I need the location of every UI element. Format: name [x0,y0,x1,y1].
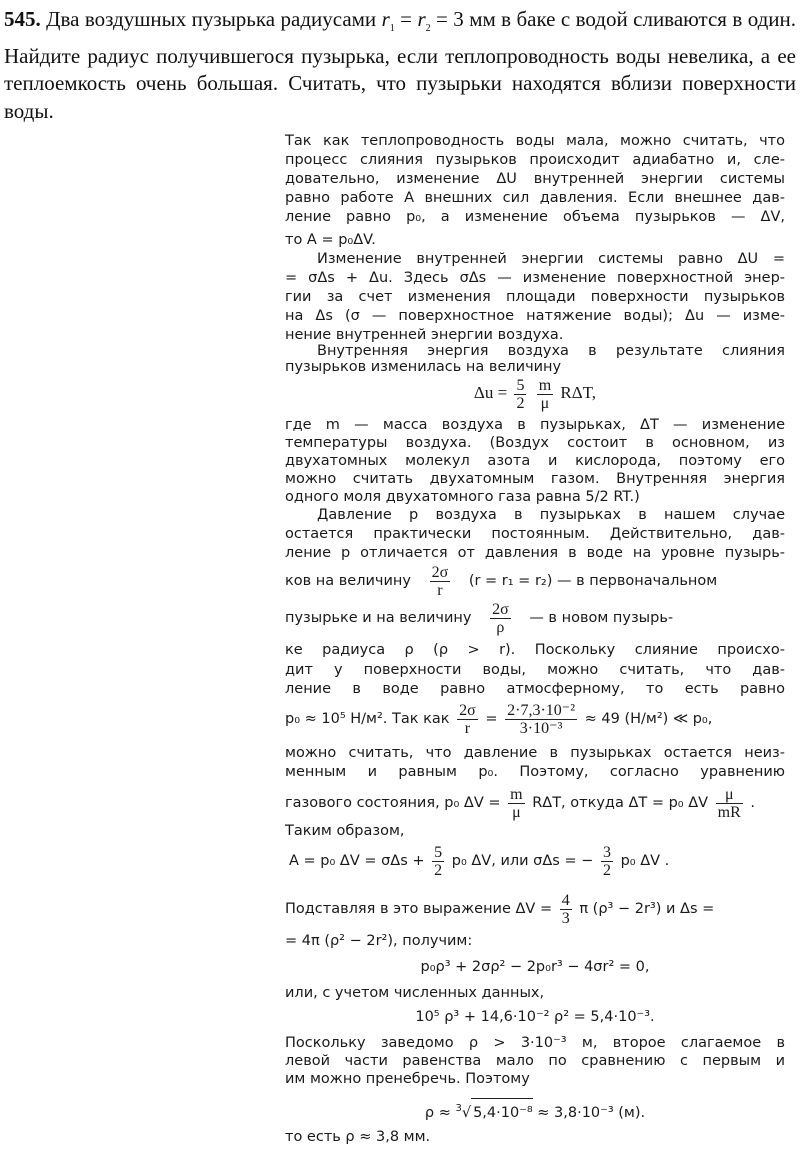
denominator: 2 [516,394,525,412]
root-index: 3 [455,1103,462,1114]
sol-line-frac [285,563,785,599]
formula-part: RΔT, [560,383,597,402]
sol-formula-root [285,1095,785,1127]
denominator: μ [512,803,521,821]
numerator: 5 [516,376,525,394]
text: p₀ ≈ 10⁵ Н/м². Так как [285,711,450,727]
sol-line: то есть ρ ≈ 3,8 мм. [285,1129,431,1145]
formula-delta-u [285,376,785,412]
sol-line: довательно, изменение ΔU внутренней энергии системы [285,171,785,187]
sol-formula: p₀ρ³ + 2σρ² − 2p₀r³ − 4σr² = 0, [420,959,650,975]
text: ≈ 3,8·10⁻³ (м). [537,1104,646,1121]
text: = [485,711,498,727]
denominator: μ [540,394,550,412]
sol-line: можно считать, что давление в пузырьках остается неиз- [285,745,785,761]
sol-line-frac [285,783,785,823]
problem-statement: 545. Два воздушных пузырька радиусами $r_1 = r_2 = 3$ мм в баке с водой сливаются в один. Найдите радиус получившегося пузырька, если теплопроводность воды невелика, а ее теплоемкость очень большая. Считать, что пузырьки находятся вблизи поверхности воды. [4,7,797,123]
sol-line: нение внутренней энергии воздуха. [285,327,564,343]
text: (r = r₁ = r₂) — в первоначальном [468,573,718,589]
text: газового состояния, p₀ ΔV = [285,795,501,811]
numerator: 2σ [459,701,476,719]
numerator: m [538,376,552,394]
sol-line: ление равно p₀, а изменение объема пузырьков — ΔV, [285,209,785,225]
numerator: 2·7,3·10⁻² [507,701,576,719]
text: RΔT, откуда ΔT = p₀ ΔV [532,795,709,811]
radical-sign: √ [461,1104,472,1121]
sol-line-frac [285,600,785,636]
denominator: mR [717,803,741,821]
numerator: 5 [434,843,443,861]
sol-line: гии за счет изменения площади поверхности пузырьков [285,289,785,305]
text: p₀ ΔV . [620,853,670,869]
text: — в новом пузырь- [529,610,674,626]
sol-line-frac [285,841,789,881]
numerator: 4 [561,891,570,909]
sol-line: Так как теплопроводность воды мала, можно считать, что [285,133,785,149]
sol-line: дит у поверхности воды, можно считать, что дав- [285,662,785,678]
sol-line: Таким образом, [285,823,405,839]
formula-part: Δu = [473,383,508,402]
text: ≈ 49 (Н/м²) ≪ p₀, [584,711,713,727]
numerator: 2σ [431,563,449,581]
problem-text-1: Два воздушных пузырька радиусами [46,7,382,31]
sol-line-frac [285,889,785,929]
sol-line: одного моля двухатомного газа равна 5/2 RT.) [285,489,640,505]
text: ρ ≈ [424,1104,451,1121]
fraction [457,702,478,737]
sol-line: то A = p₀ΔV. [285,232,376,248]
sol-line: где m — масса воздуха в пузырьках, ΔT — изменение [285,417,785,433]
text: A = p₀ ΔV = σΔs + [289,853,425,869]
problem-eq: = [394,7,418,31]
var-r1: r [381,7,390,31]
denominator: 2 [602,861,611,879]
fraction [716,786,743,821]
denominator: r [464,719,471,737]
sol-line: = 4π (ρ² − 2r²), получим: [285,933,473,949]
fraction [508,786,524,821]
fraction [505,702,577,737]
sol-formula: 10⁵ ρ³ + 14,6·10⁻² ρ² = 5,4·10⁻³. [415,1009,655,1025]
sol-line: = σΔs + Δu. Здесь σΔs — изменение поверхностной энер- [285,270,785,286]
denominator: ρ [496,618,505,636]
text: . [750,795,756,811]
numerator: m [510,785,523,803]
numerator: μ [716,786,743,804]
sol-line: можно считать двухатомным газом. Внутренняя энергия [285,471,785,487]
radicand: 5,4·10⁻⁸ [471,1098,533,1127]
fraction [537,377,553,412]
sol-line: Поскольку заведомо ρ > 3·10⁻³ м, второе слагаемое в [285,1035,785,1051]
sol-line: менным и равным p₀. Поэтому, согласно уравнению [285,764,785,780]
fraction [490,601,511,636]
sol-line: им можно пренебречь. Поэтому [285,1071,530,1087]
fraction [432,844,444,879]
text: Подставляя в это выражение ΔV = [285,901,553,917]
text: p₀ ΔV, или σΔs = − [451,853,594,869]
sol-line: пузырьков изменилась на величину [285,359,562,375]
sol-line: процесс слияния пузырьков происходит адиабатно и, сле- [285,152,785,168]
fraction [560,892,572,927]
problem-number: 545. [4,7,41,31]
sol-line: левой части равенства мало по сравнению с первым и [285,1053,785,1069]
sol-line: или, с учетом численных данных, [285,985,545,1001]
denominator: 3·10⁻³ [519,719,563,737]
sol-line: равно работе A внешних сил давления. Если внешнее дав- [285,190,785,206]
numerator: 3 [602,843,611,861]
sol-line: на Δs (σ — поверхностное натяжение воды); Δu — изме- [285,308,785,324]
text: ков на величину [285,573,411,589]
fraction [430,564,451,599]
sol-line: температуры воздуха. (Воздух состоит в основном, из [285,435,785,451]
text: π (ρ³ − 2r³) и Δs = [579,901,715,917]
sol-line: Внутренняя энергия воздуха в результате слияния [317,343,785,359]
problem-text-2: = 3 мм в баке с водой сливаются в один. Найдите радиус получившегося пузырька, если теплопроводность воды невелика, а ее теплоемкость очень большая. Считать, что пузырьки находятся вблизи поверхности воды. [4,7,797,123]
sol-line: двухатомных молекул азота и кислорода, поэтому его [285,453,785,469]
denominator: r [437,581,443,599]
sol-line: ление p отличается от давления в воде на уровне пузырь- [285,545,785,561]
denominator: 3 [561,909,570,927]
sol-line-frac [285,699,785,739]
sol-line: остается практически постоянным. Действительно, дав- [285,526,785,542]
numerator: 2σ [492,600,509,618]
var-r2: r [417,7,426,31]
sol-line: ление в воде равно атмосферному, то есть равно [285,681,785,697]
text: пузырьке и на величину [285,610,472,626]
sol-line: Изменение внутренней энергии системы равно ΔU = [317,251,785,267]
fraction [514,377,526,412]
sol-line: ке радиуса ρ (ρ > r). Поскольку слияние происхо- [285,642,785,658]
denominator: 2 [434,861,443,879]
sol-line: Давление p воздуха в пузырьках в нашем случае [317,507,785,523]
fraction [601,844,613,879]
